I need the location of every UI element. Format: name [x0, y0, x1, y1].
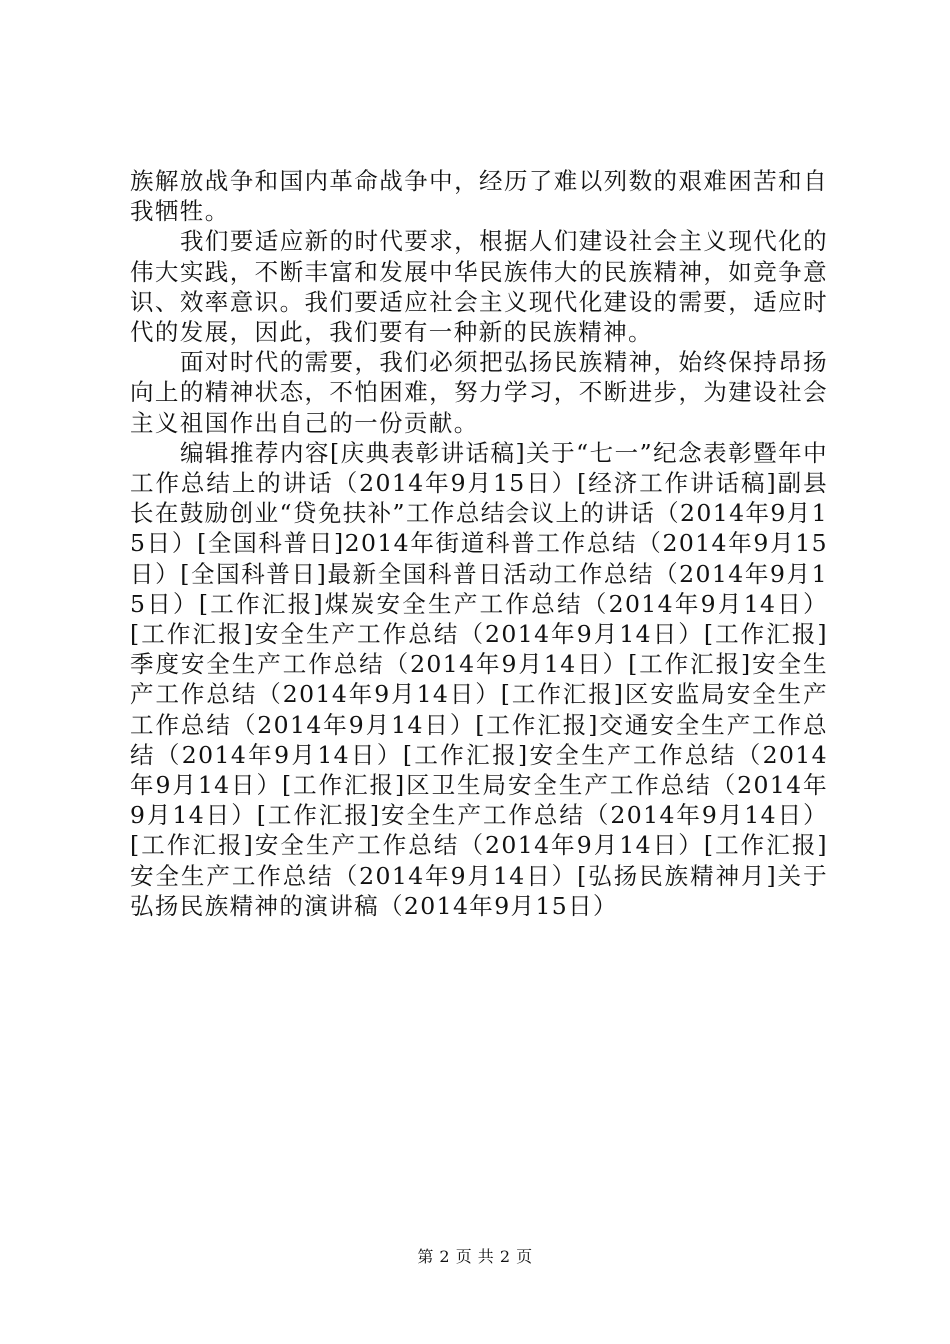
page-number-footer: 第 2 页 共 2 页: [417, 1247, 533, 1266]
paragraph-facing-the-times: 面对时代的需要，我们必须把弘扬民族精神，始终保持昂扬向上的精神状态，不怕困难，努力学习，不断进步，为建设社会主义祖国作出自己的一份贡献。: [130, 348, 828, 437]
paragraph-recommended-content: 编辑推荐内容[庆典表彰讲话稿]关于“七一”纪念表彰暨年中工作总结上的讲话（2014年9月15日）[经济工作讲话稿]副县长在鼓励创业“贷免扶补”工作总结会议上的讲话（2014年9月15日）[全国科普日]2014年街道科普工作总结（2014年9月15日）[全国科普日]最新全国科普日活动工作总结（2014年9月15日）[工作汇报]煤炭安全生产工作总结（2014年9月14日）[工作汇报]安全生产工作总结（2014年9月14日）[工作汇报]季度安全生产工作总结（2014年9月14日）[工作汇报]安全生产工作总结（2014年9月14日）[工作汇报]区安监局安全生产工作总结（2014年9月14日）[工作汇报]交通安全生产工作总结（2014年9月14日）[工作汇报]安全生产工作总结（2014年9月14日）[工作汇报]区卫生局安全生产工作总结（2014年9月14日）[工作汇报]安全生产工作总结（2014年9月14日）[工作汇报]安全生产工作总结（2014年9月14日）[工作汇报]安全生产工作总结（2014年9月14日）[弘扬民族精神月]关于弘扬民族精神的演讲稿（2014年9月15日）: [130, 438, 828, 920]
paragraph-new-era-requirements: 我们要适应新的时代要求，根据人们建设社会主义现代化的伟大实践，不断丰富和发展中华民族伟大的民族精神，如竞争意识、效率意识。我们要适应社会主义现代化建设的需要，适应时代的发展，因此，我们要有一种新的民族精神。: [130, 227, 828, 347]
paragraph-continuation: 族解放战争和国内革命战争中，经历了难以列数的艰难困苦和自我牺牲。: [130, 167, 828, 226]
document-body: [130, 166, 828, 921]
